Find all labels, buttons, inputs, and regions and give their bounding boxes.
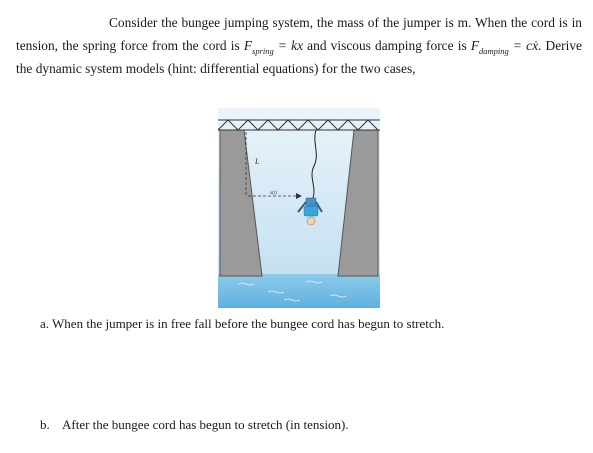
spring-force-equation: = kx [273,38,304,53]
cord-length-label: L [255,157,260,166]
problem-statement [16,11,582,80]
problem-part3: . Derive the dynamic system models (hint: differential equations) for the two cases, [16,38,582,76]
damping-force-symbol: F [470,38,480,53]
problem-part2: and viscous damping force is [303,38,471,53]
bungee-figure [218,108,380,308]
damping-force-subscript: damping [479,46,509,56]
problem-part1: Consider the bungee jumping system, the mass of the jumper is m. When the cord is in tension, the spring force from the cord is [16,15,582,53]
spring-force-symbol: F [243,38,253,53]
damping-force-equation: = cẋ [508,38,539,53]
stretch-label: x(t) [270,191,277,196]
question-b-text: After the bungee cord has begun to stretch (in tension). [62,417,349,432]
spring-force-subscript: spring [252,46,274,56]
question-b [40,417,349,433]
question-b-label: b. [40,417,50,432]
water [218,274,380,308]
question-a: a. When the jumper is in free fall before the bungee cord has begun to stretch. [40,316,445,331]
